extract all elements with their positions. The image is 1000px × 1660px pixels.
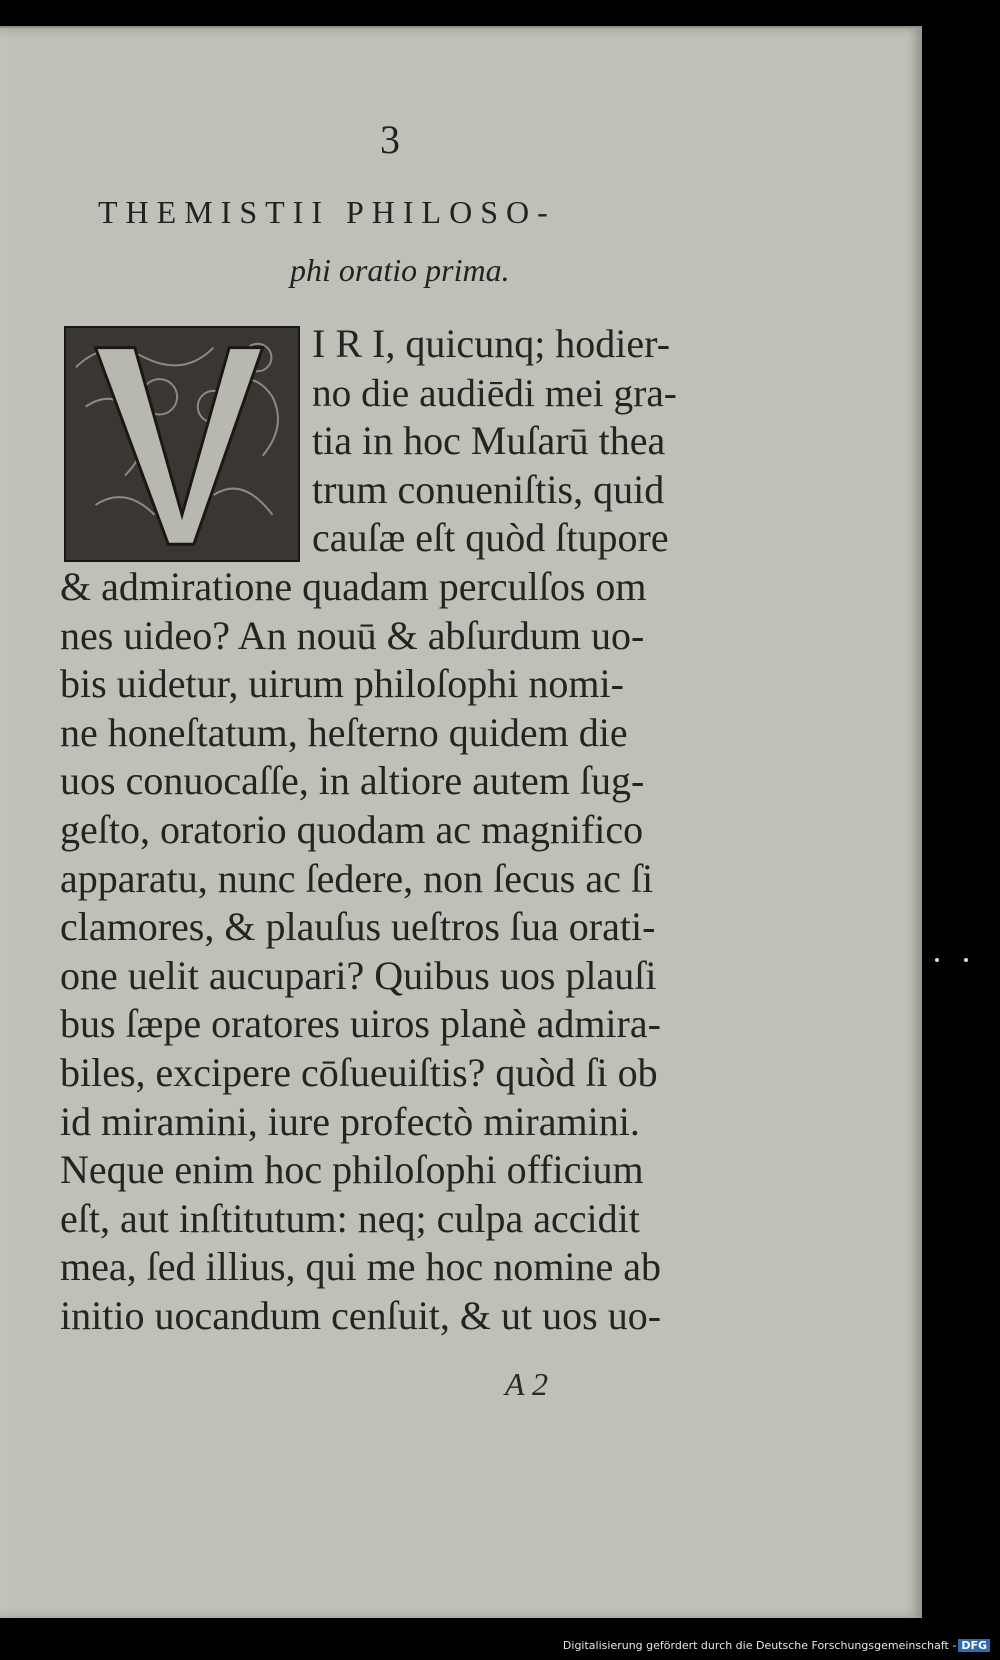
- text-line: no die audiēdi mei gra-: [312, 370, 677, 415]
- signature-mark: A 2: [505, 1366, 548, 1402]
- text-line: clamores, & plauſus ueſtros ſua orati-: [60, 904, 656, 950]
- margin-dot: [935, 958, 939, 962]
- text-line: bis uidetur, uirum philoſophi nomi-: [60, 661, 624, 707]
- text-line: one uelit aucupari? Quibus uos plauſi: [60, 952, 657, 998]
- text-line: geſto, oratorio quodam ac magnifico: [60, 807, 644, 852]
- text-line: initio uocandum cenſuit, & ut uos uo-: [60, 1293, 662, 1338]
- credit-text: Digitalisierung gefördert durch die Deutsche Forschungsgemeinschaft -: [562, 1639, 957, 1652]
- text-line: id miramini, iure profectò miramini.: [60, 1098, 640, 1144]
- page-number: 3: [380, 117, 400, 162]
- text-line: eſt, aut inſtitutum: neq; culpa accidit: [60, 1195, 640, 1241]
- margin-dot: [964, 958, 968, 962]
- digitization-credit: [563, 1639, 990, 1652]
- text-line: apparatu, nunc ſedere, non ſecus ac ſi: [60, 855, 654, 901]
- book-page: [0, 26, 922, 1618]
- dfg-logo-icon: DFG: [958, 1639, 990, 1652]
- text-line: & admiratione quadam perculſos om: [60, 564, 647, 609]
- page-subtitle: phi oratio prima.: [290, 252, 510, 288]
- text-line: nes uideo? An nouū & abſurdum uo-: [60, 612, 645, 658]
- text-line: tia in hoc Muſarū thea: [312, 418, 666, 464]
- decorated-initial-v-icon: [64, 326, 300, 562]
- text-line: uos conuocaſſe, in altiore autem ſug-: [60, 758, 645, 804]
- text-line: mea, ſed illius, qui me hoc nomine ab: [60, 1244, 661, 1290]
- text-line: bus ſæpe oratores uiros planè admira-: [60, 1001, 661, 1047]
- page-title: THEMISTII PHILOSO-: [98, 194, 556, 230]
- text-line: biles, excipere cōſueuiſtis? quòd ſi ob: [60, 1050, 658, 1095]
- text-line: ne honeſtatum, heſterno quidem die: [60, 709, 628, 755]
- text-line: Neque enim hoc philoſophi officium: [60, 1147, 644, 1193]
- text-line: I R I, quicunq; hodier-: [312, 321, 671, 366]
- text-line: trum conueniſtis, quid: [312, 466, 665, 512]
- text-line: cauſæ eſt quòd ſtupore: [312, 515, 669, 561]
